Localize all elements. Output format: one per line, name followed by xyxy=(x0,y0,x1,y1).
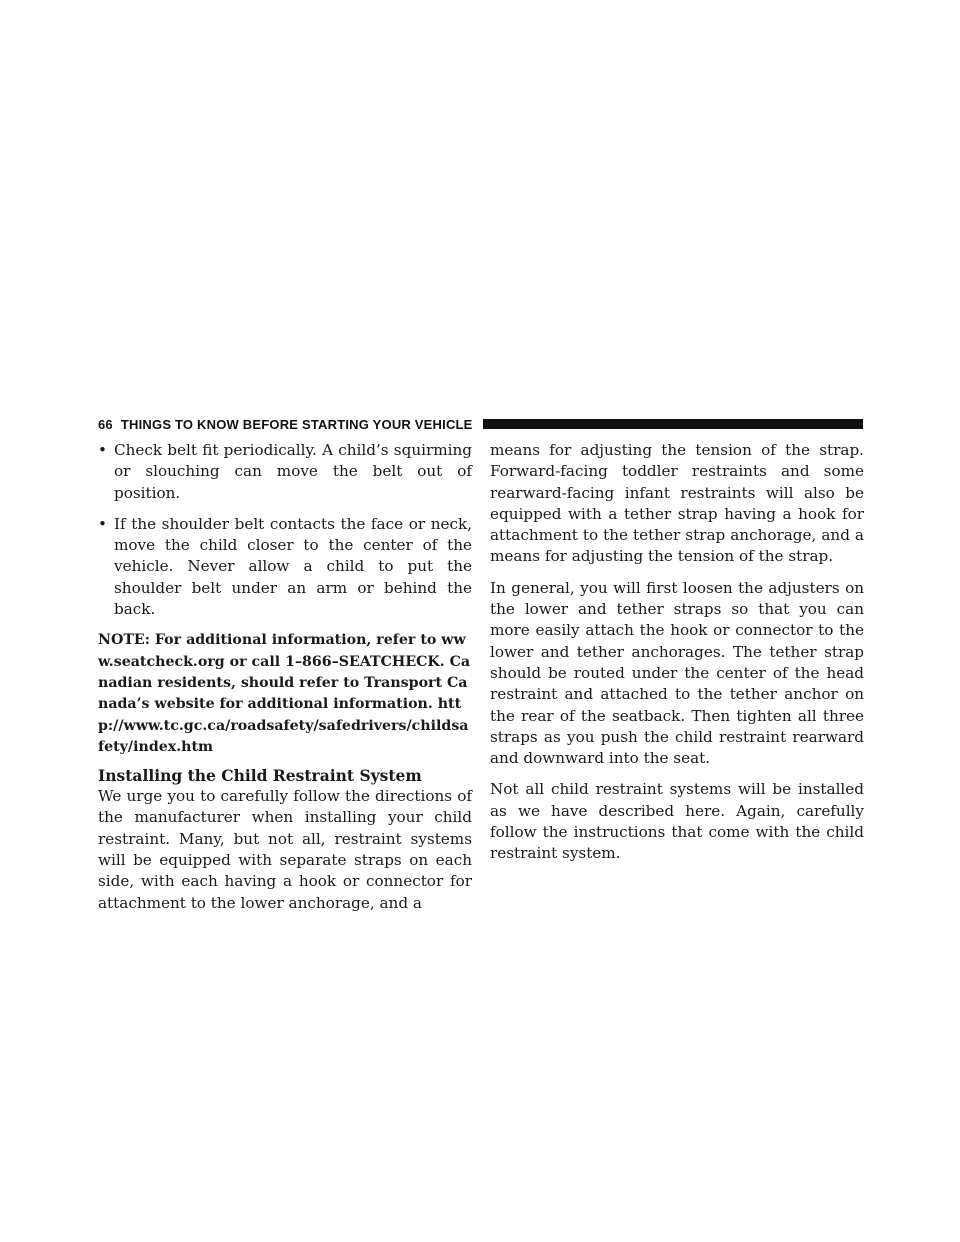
paragraph: Not all child restraint systems will be installed as we have described here. Again, carefully follow the instructions that come with the child restraint system. xyxy=(490,780,864,863)
bullet-item xyxy=(98,514,472,620)
section-title: THINGS TO KNOW BEFORE STARTING YOUR VEHICLE xyxy=(120,416,473,432)
bullet-item xyxy=(98,440,472,504)
page-number: 66 xyxy=(98,416,113,432)
bullet-icon: • xyxy=(98,514,107,533)
header-rule xyxy=(483,419,863,429)
note-text: For additional information, refer to www.seatcheck.org or call 1–866–SEATCHECK. Canadian residents, should refer to Transport Canada’s website for additional information. http://www.tc.gc.ca/roadsafety/safedrivers/childsafety/index.htm xyxy=(98,632,471,755)
bullet-text: If the shoulder belt contacts the face or neck, move the child closer to the center of the vehicle. Never allow a child to put the shoulder belt under an arm or behind the back. xyxy=(114,514,472,619)
paragraph: In general, you will first loosen the adjusters on the lower and tether straps so that you can more easily attach the hook or connector to the lower and tether anchorages. The tether strap should be routed under the center of the head restraint and attached to the tether anchor on the rear of the seatback. Then tighten all three straps as you push the child restraint rearward and downward into the seat. xyxy=(490,578,864,768)
bullet-text: Check belt fit periodically. A child’s squirming or slouching can move the belt out of position. xyxy=(114,441,472,502)
section-subheading: Installing the Child Restraint System xyxy=(98,766,422,786)
left-column xyxy=(98,440,472,924)
right-column xyxy=(490,440,864,875)
note-label: NOTE: xyxy=(98,632,150,649)
paragraph: means for adjusting the tension of the strap. Forward-facing toddler restraints and some rearward-facing infant restraints will also be equipped with a tether strap having a hook for attachment to the tether strap anchorage, and a means for adjusting the tension of the strap. xyxy=(490,441,864,566)
bullet-icon: • xyxy=(98,441,107,459)
paragraph: We urge you to carefully follow the directions of the manufacturer when installing your child restraint. Many, but not all, restraint systems will be equipped with separate straps on each side, with each having a hook or connector for attachment to the lower anchorage, and a xyxy=(98,787,472,912)
note-block xyxy=(98,630,472,758)
page-header xyxy=(98,414,863,434)
